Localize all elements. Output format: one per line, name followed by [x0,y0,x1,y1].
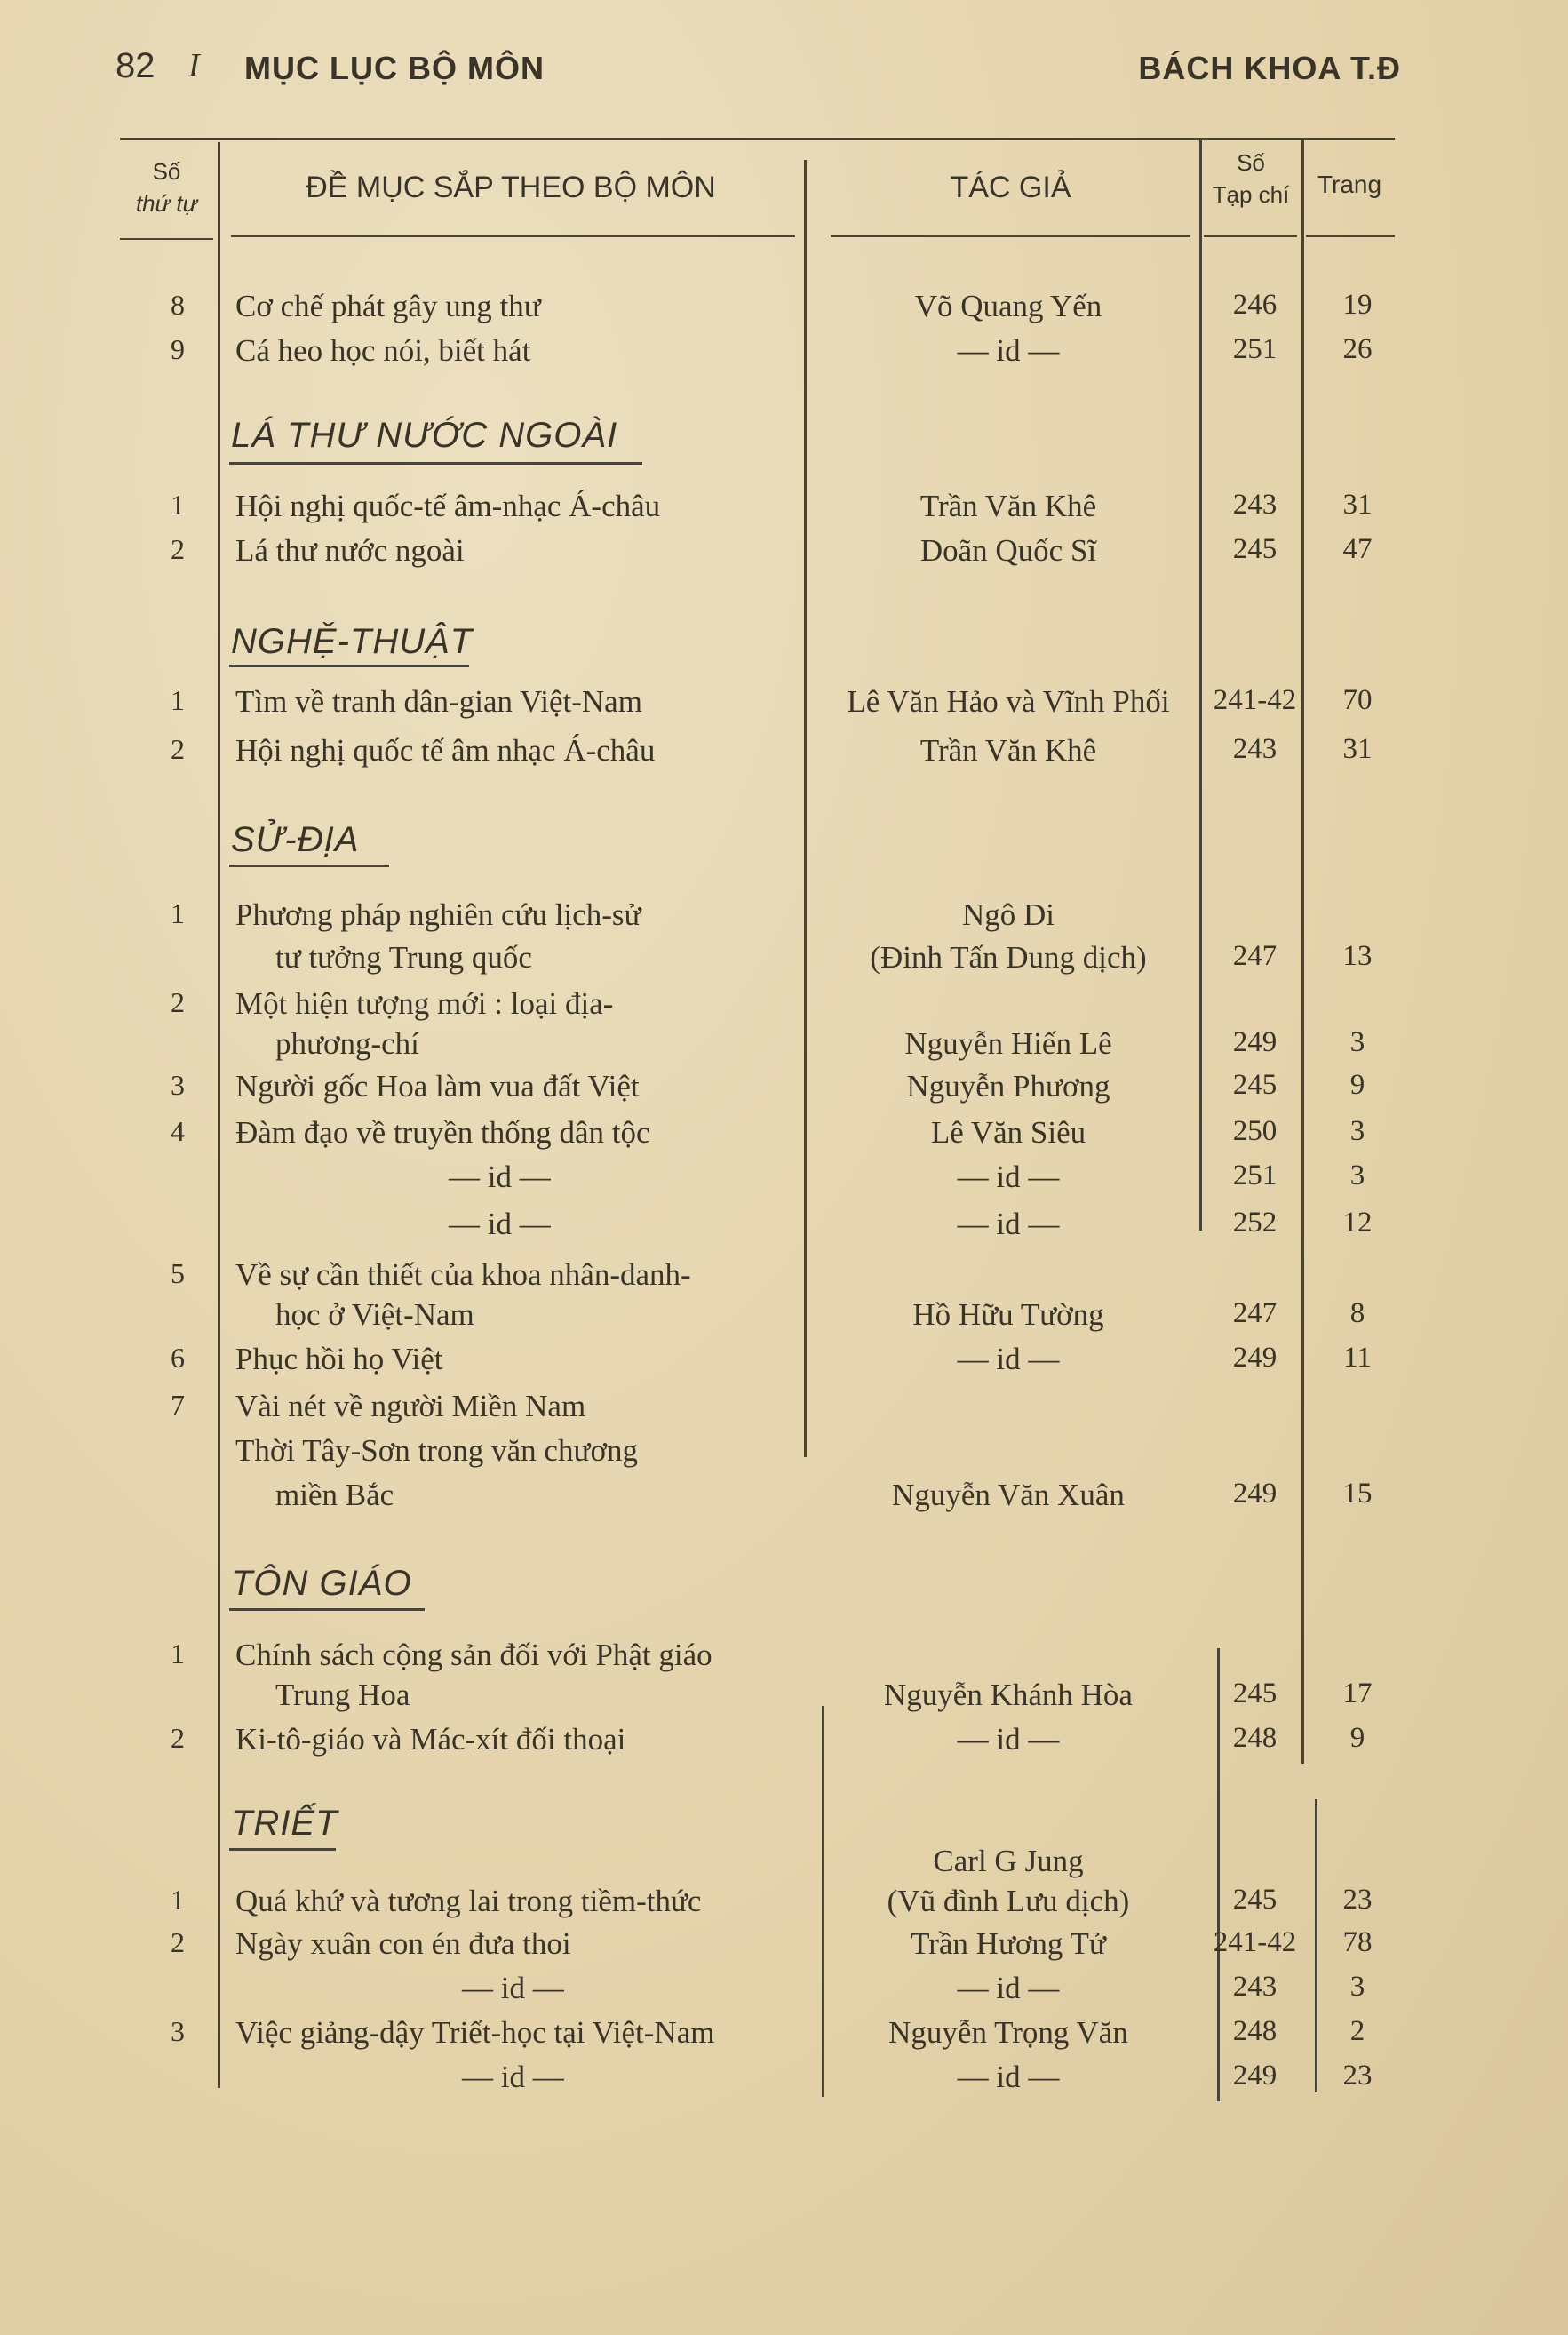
table-row [0,1026,1568,1071]
row-author: Trần Hương Tử [911,1926,1106,1961]
header-underline-issue [1204,235,1297,237]
row-title: Tìm về tranh dân-gian Việt-Nam [235,684,642,719]
row-issue: 249 [1232,1026,1277,1058]
col-head-author: TÁC GIẢ [950,171,1071,204]
row-page: 70 [1342,684,1373,716]
header-underline-stt [120,238,213,240]
row-author: Võ Quang Yến [914,289,1102,323]
table-row [0,684,1568,729]
table-row [0,2060,1568,2104]
row-number: 2 [171,1722,185,1754]
col-head-page: Trang [1317,171,1382,198]
row-page: 2 [1349,2015,1365,2047]
row-title: Phục hồi họ Việt [235,1342,443,1376]
section-underline [229,865,389,867]
row-page: 78 [1342,1926,1373,1958]
row-title: — id — [449,1160,551,1194]
row-issue: 245 [1232,533,1277,565]
row-author: Nguyễn Khánh Hòa [884,1678,1133,1712]
table-row [0,897,1568,942]
row-issue: 245 [1232,1884,1277,1916]
row-title: — id — [462,1971,564,2005]
row-issue: 251 [1232,1160,1277,1191]
row-number: 1 [171,1638,185,1670]
row-number: 3 [171,2015,185,2047]
row-issue: 243 [1232,489,1277,521]
table-row [0,1884,1568,1928]
col-head-issue-line1: Số [1237,149,1265,176]
row-title: Quá khứ và tương lai trong tiềm-thức [235,1884,702,1918]
row-page: 3 [1349,1971,1365,2003]
row-title: Hội nghị quốc tế âm nhạc Á-châu [235,733,656,768]
section-la-thu-nuoc-ngoai: LÁ THƯ NƯỚC NGOÀI [231,416,618,455]
row-issue: 245 [1232,1069,1277,1101]
row-title: Người gốc Hoa làm vua đất Việt [235,1069,640,1104]
row-title: Chính sách cộng sản đối với Phật giáo [235,1638,712,1672]
row-author: Nguyễn Trọng Văn [888,2015,1128,2050]
row-author: Nguyễn Phương [906,1069,1110,1104]
section-ton-giao: TÔN GIÁO [231,1564,412,1603]
table-row [0,1971,1568,2015]
table-row [0,1844,1568,1888]
row-number: 2 [171,533,185,565]
table-row [0,333,1568,378]
row-author: (Đinh Tấn Dung dịch) [870,940,1147,975]
col-head-issue-line2: Tạp chí [1212,181,1290,208]
row-title: Lá thư nước ngoài [235,533,465,568]
section-underline [229,665,469,667]
row-author: Lê Văn Siêu [930,1115,1086,1150]
row-issue: 241-42 [1213,1926,1297,1958]
row-author: Nguyễn Văn Xuân [892,1478,1125,1512]
row-title: Cơ chế phát gây ung thư [235,289,541,323]
col-head-title: ĐỀ MỤC SẮP THEO BỘ MÔN [306,171,716,204]
section-su-dia: SỬ-ĐỊA [231,820,360,859]
row-author: (Vũ đình Lưu dịch) [887,1884,1130,1918]
row-title: học ở Việt-Nam [275,1297,474,1332]
row-number: 1 [171,1884,185,1916]
row-title: miền Bắc [275,1478,394,1512]
header-right-title: BÁCH KHOA T.Đ [1138,50,1401,86]
table-row [0,2015,1568,2060]
table-row [0,1257,1568,1302]
row-author: — id — [957,333,1060,368]
row-page: 3 [1349,1115,1365,1147]
header-underline-title [231,235,795,237]
row-page: 31 [1342,489,1373,521]
row-author: Lê Văn Hảo và Vĩnh Phối [847,684,1170,719]
row-issue: 249 [1232,2060,1277,2092]
table-row [0,1722,1568,1766]
col-head-stt-line1: Số [152,158,181,185]
row-author: Trần Văn Khê [919,489,1097,523]
row-issue: 248 [1232,1722,1277,1754]
row-author: Ngô Di [961,897,1055,932]
row-title: — id — [462,2060,564,2094]
row-number: 5 [171,1257,185,1289]
row-title: Ngày xuân con én đưa thoi [235,1926,571,1961]
table-row [0,289,1568,333]
table-row [0,733,1568,777]
table-row [0,1678,1568,1722]
row-page: 9 [1349,1069,1365,1101]
row-issue: 248 [1232,2015,1277,2047]
row-author: Trần Văn Khê [919,733,1097,768]
row-number: 1 [171,897,185,929]
row-title: Trung Hoa [275,1678,410,1712]
row-number: 2 [171,986,185,1018]
row-title: Một hiện tượng mới : loại địa- [235,986,614,1021]
row-number: 8 [171,289,185,321]
col-head-stt [120,155,213,219]
header-underline-author [831,235,1190,237]
row-issue: 249 [1232,1342,1277,1374]
table-row [0,1297,1568,1342]
row-number: 6 [171,1342,185,1374]
section-underline [229,1608,425,1611]
row-title: — id — [449,1207,551,1241]
row-title: tư tưởng Trung quốc [275,940,532,975]
row-page: 31 [1342,733,1373,765]
table-row [0,1207,1568,1251]
row-title: Cá heo học nói, biết hát [235,333,531,368]
table-row [0,1160,1568,1204]
row-page: 3 [1349,1026,1365,1058]
row-author: Nguyễn Hiến Lê [904,1026,1112,1061]
row-author: — id — [957,1722,1060,1757]
row-number: 9 [171,333,185,365]
table-row [0,489,1568,533]
row-issue: 243 [1232,1971,1277,2003]
row-page: 11 [1343,1342,1372,1374]
row-issue: 251 [1232,333,1277,365]
row-issue: 249 [1232,1478,1277,1510]
row-author: — id — [957,1207,1060,1241]
row-issue: 245 [1232,1678,1277,1709]
row-page: 23 [1342,2060,1373,2092]
page-number: 82 [115,46,155,85]
table-row [0,1389,1568,1433]
row-author: — id — [957,2060,1060,2094]
row-title: Về sự cần thiết của khoa nhân-danh- [235,1257,691,1292]
header-underline-page [1306,235,1395,237]
row-issue: 241-42 [1213,684,1297,716]
row-author: Hồ Hữu Tường [912,1297,1104,1332]
table-row [0,1069,1568,1113]
row-title: Phương pháp nghiên cứu lịch-sử [235,897,641,932]
row-author: — id — [957,1971,1060,2005]
row-title: Đàm đạo về truyền thống dân tộc [235,1115,650,1150]
row-page: 12 [1342,1207,1373,1239]
row-author: Doãn Quốc Sĩ [919,533,1097,568]
row-page: 15 [1342,1478,1373,1510]
row-page: 17 [1342,1678,1373,1709]
table-row [0,940,1568,984]
row-number: 3 [171,1069,185,1101]
row-issue: 246 [1232,289,1277,321]
col-head-issue [1201,147,1301,211]
row-page: 26 [1342,333,1373,365]
row-page: 9 [1349,1722,1365,1754]
row-issue: 247 [1232,1297,1277,1329]
section-nghe-thuat: NGHỆ-THUẬT [231,622,474,661]
table-row [0,1478,1568,1522]
row-title: Vài nét về người Miền Nam [235,1389,586,1423]
row-issue: 247 [1232,940,1277,972]
row-page: 13 [1342,940,1373,972]
table-top-rule [120,138,1395,140]
row-page: 3 [1349,1160,1365,1191]
table-row [0,533,1568,578]
row-page: 19 [1342,289,1373,321]
row-author: Carl G Jung [933,1844,1084,1878]
table-row [0,1342,1568,1386]
row-page: 8 [1349,1297,1365,1329]
row-title: Hội nghị quốc-tế âm-nhạc Á-châu [235,489,661,523]
header-left-title: MỤC LỤC BỘ MÔN [244,50,545,86]
section-underline [229,462,642,465]
table-row [0,1638,1568,1682]
row-number: 2 [171,1926,185,1958]
table-row [0,1115,1568,1160]
row-author: — id — [957,1160,1060,1194]
row-issue: 250 [1232,1115,1277,1147]
row-number: 2 [171,733,185,765]
row-title: Việc giảng-dậy Triết-học tại Việt-Nam [235,2015,715,2050]
table-row [0,1433,1568,1478]
page-header [0,46,1568,100]
row-number: 4 [171,1115,185,1147]
row-number: 1 [171,684,185,716]
section-triet: TRIẾT [231,1804,338,1843]
row-page: 47 [1342,533,1373,565]
col-head-stt-line2: thứ tự [135,190,198,217]
row-title: Thời Tây-Sơn trong văn chương [235,1433,638,1468]
header-separator: I [188,47,200,84]
row-author: — id — [957,1342,1060,1376]
row-title: phương-chí [275,1026,419,1061]
table-row [0,986,1568,1031]
row-number: 1 [171,489,185,521]
row-page: 23 [1342,1884,1373,1916]
row-number: 7 [171,1389,185,1421]
row-issue: 243 [1232,733,1277,765]
row-issue: 252 [1232,1207,1277,1239]
table-row [0,1926,1568,1971]
row-title: Ki-tô-giáo và Mác-xít đối thoại [235,1722,626,1757]
